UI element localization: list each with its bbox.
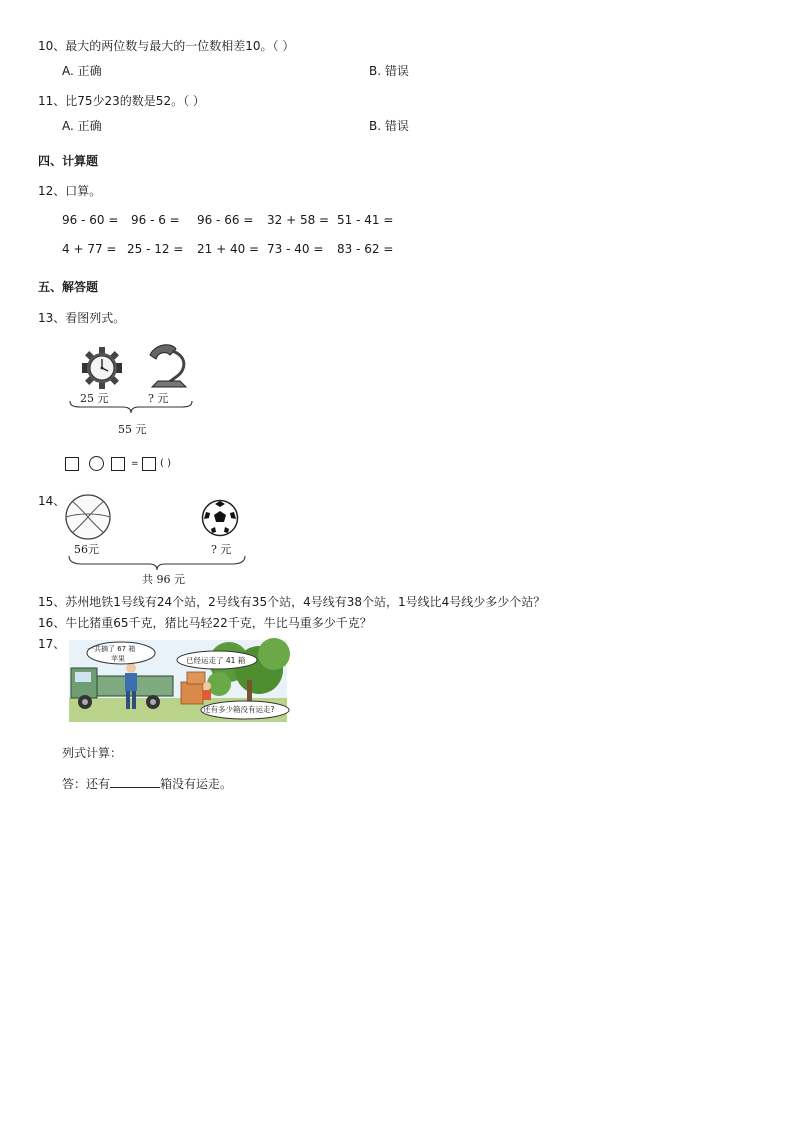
calc-item: 51 - 41 = <box>337 213 394 227</box>
bubble-question: 还有多少箱没有运走? <box>203 705 275 714</box>
question-17-number: 17、 <box>38 637 66 651</box>
question-12-stem: 12、口算。 <box>38 184 102 198</box>
question-13-stem: 13、看图列式。 <box>38 311 126 325</box>
calc-item: 73 - 40 = <box>267 242 324 256</box>
answer-blank[interactable] <box>110 776 160 788</box>
answer-box[interactable] <box>142 457 156 471</box>
bubble-total-line2: 苹果 <box>111 655 125 663</box>
section-5-title: 五、解答题 <box>38 280 99 294</box>
total-brace <box>69 400 193 414</box>
football-price-label: ? 元 <box>211 543 232 556</box>
bubble-shipped: 已经运走了 41 箱 <box>186 656 246 665</box>
basketball-icon <box>64 493 112 541</box>
total-brace <box>68 555 246 571</box>
basketball-price-label: 56元 <box>74 543 99 556</box>
watch-icon <box>80 346 124 390</box>
question-10-stem: 10、最大的两位数与最大的一位数相差10。（ ） <box>38 39 295 53</box>
calc-item: 32 + 58 = <box>267 213 330 227</box>
question-10-option-a[interactable]: A. 正确 <box>62 64 102 78</box>
answer-line <box>62 776 232 791</box>
section-4-title: 四、计算题 <box>38 154 99 168</box>
question-15-stem: 15、苏州地铁1号线有24个站，2号线有35个站，4号线有38个站，1号线比4号线少多少个站？ <box>38 595 546 609</box>
calc-item: 96 - 6 = <box>131 213 180 227</box>
question-11-stem: 11、比75少23的数是52。（ ） <box>38 94 205 108</box>
equals-sign: = <box>131 459 139 469</box>
calculation-label: 列式计算： <box>62 746 123 760</box>
bubble-total-line1: 一共摘了 67 箱 <box>87 645 136 653</box>
total-price-label: 55 元 <box>118 423 147 436</box>
question-10-option-b[interactable]: B. 错误 <box>369 64 409 78</box>
answer-prefix: 答：还有 <box>62 777 111 791</box>
question-14-number: 14、 <box>38 494 66 508</box>
calc-item: 21 + 40 = <box>197 242 260 256</box>
lamp-price-label: ? 元 <box>148 392 169 405</box>
calc-item: 96 - 66 = <box>197 213 254 227</box>
calc-item: 25 - 12 = <box>127 242 184 256</box>
total-price-label: 共 96 元 <box>142 573 185 586</box>
operator-circle[interactable] <box>89 456 104 471</box>
unit-parenthesis: ( ) <box>160 458 171 469</box>
watch-price-label: 25 元 <box>80 392 109 405</box>
answer-suffix: 箱没有运走。 <box>160 777 233 791</box>
desk-lamp-icon <box>146 341 192 389</box>
calc-item: 96 - 60 = <box>62 213 119 227</box>
answer-box[interactable] <box>65 457 79 471</box>
answer-box[interactable] <box>111 457 125 471</box>
question-16-stem: 16、牛比猪重65千克，猪比马轻22千克，牛比马重多少千克？ <box>38 616 372 630</box>
calc-item: 83 - 62 = <box>337 242 394 256</box>
calc-item: 4 + 77 = <box>62 242 117 256</box>
football-icon <box>201 499 239 537</box>
question-11-option-a[interactable]: A. 正确 <box>62 119 102 133</box>
question-11-option-b[interactable]: B. 错误 <box>369 119 409 133</box>
